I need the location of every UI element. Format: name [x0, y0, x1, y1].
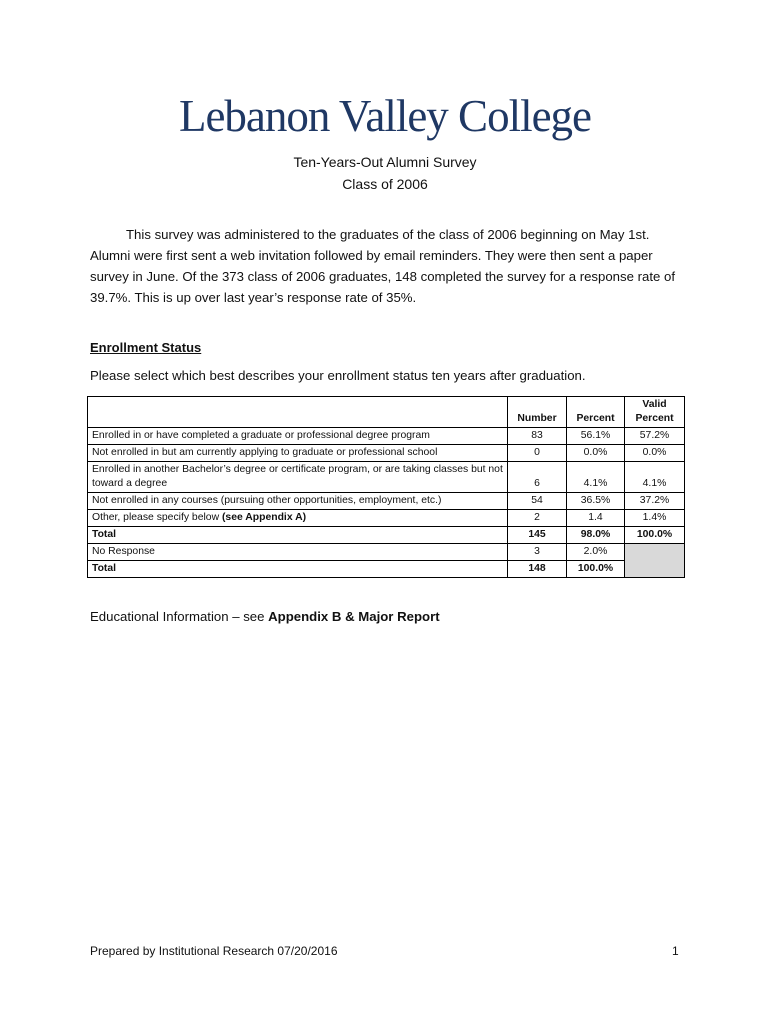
table-row	[88, 493, 685, 510]
table-row	[88, 462, 685, 493]
table-row	[88, 510, 685, 527]
total-number: 145	[508, 527, 567, 544]
row-label-appendix: (see Appendix A)	[221, 512, 307, 523]
intro-paragraph: This survey was administered to the graduates of the class of 2006 beginning on May 1st. Alumni were first sent a web invitation followed by email reminders. They were then sent a paper survey in June. Of the 373 class of 2006 graduates, 148 completed the survey for a response rate of 39.7%. This is up over last year’s response rate of 35%.	[90, 227, 675, 305]
survey-question: Please select which best describes your enrollment status ten years after graduation.	[90, 368, 586, 383]
row-number: 2	[508, 510, 567, 527]
document-title	[0, 151, 770, 195]
no-response-number: 3	[508, 544, 567, 561]
row-number: 0	[508, 445, 567, 462]
row-label: Not enrolled in but am currently applying to graduate or professional school	[88, 445, 508, 462]
educational-appendix: Appendix B & Major Report	[268, 609, 440, 624]
total-percent: 98.0%	[567, 527, 625, 544]
row-number: 54	[508, 493, 567, 510]
title-line-1: Ten-Years-Out Alumni Survey	[293, 154, 477, 170]
row-label	[88, 510, 508, 527]
row-number: 6	[508, 462, 567, 493]
row-valid-percent: 1.4%	[625, 510, 685, 527]
grand-total-number: 148	[508, 561, 567, 578]
row-valid-percent: 37.2%	[625, 493, 685, 510]
table-header-row	[88, 397, 685, 428]
header-valid-percent	[625, 397, 685, 428]
title-line-2: Class of 2006	[342, 176, 428, 192]
row-label: Not enrolled in any courses (pursuing other opportunities, employment, etc.)	[88, 493, 508, 510]
header-percent: Percent	[567, 397, 625, 428]
educational-prefix: Educational Information – see	[90, 609, 269, 624]
header-valid-line-2: Percent	[635, 413, 674, 424]
header-label	[88, 397, 508, 428]
page-number: 1	[672, 944, 679, 958]
row-valid-percent: 57.2%	[625, 428, 685, 445]
row-percent: 56.1%	[567, 428, 625, 445]
header-valid-line-1: Valid	[642, 399, 667, 410]
college-logo: Lebanon Valley College	[178, 91, 592, 141]
shaded-cell	[625, 544, 685, 578]
no-response-percent: 2.0%	[567, 544, 625, 561]
row-percent: 1.4	[567, 510, 625, 527]
educational-information	[90, 609, 440, 624]
grand-total-percent: 100.0%	[567, 561, 625, 578]
no-response-label: No Response	[88, 544, 508, 561]
row-number: 83	[508, 428, 567, 445]
row-percent: 4.1%	[567, 462, 625, 493]
section-heading: Enrollment Status	[90, 340, 202, 355]
table-row	[88, 445, 685, 462]
row-label-text: Other, please specify below	[92, 512, 222, 523]
enrollment-table	[87, 396, 685, 578]
total-row	[88, 527, 685, 544]
header-number: Number	[508, 397, 567, 428]
grand-total-row	[88, 561, 685, 578]
no-response-row	[88, 544, 685, 561]
row-label: Enrolled in another Bachelor’s degree or certificate program, or are taking classes but not toward a degree	[88, 462, 508, 493]
row-percent: 0.0%	[567, 445, 625, 462]
row-label: Enrolled in or have completed a graduate or professional degree program	[88, 428, 508, 445]
total-valid-percent: 100.0%	[625, 527, 685, 544]
footer-text: Prepared by Institutional Research 07/20/2016	[90, 944, 338, 958]
grand-total-label: Total	[88, 561, 508, 578]
total-label: Total	[88, 527, 508, 544]
row-valid-percent: 0.0%	[625, 445, 685, 462]
row-valid-percent: 4.1%	[625, 462, 685, 493]
table-row	[88, 428, 685, 445]
row-percent: 36.5%	[567, 493, 625, 510]
